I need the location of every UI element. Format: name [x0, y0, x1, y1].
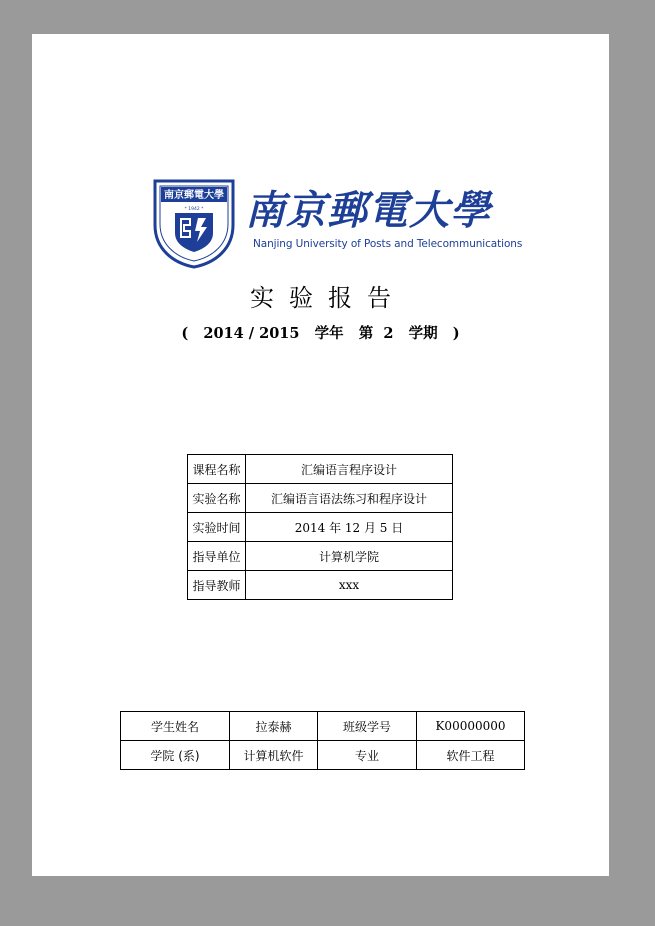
- experiment-name-label: 实验名称: [188, 484, 246, 513]
- university-seal-icon: [151, 177, 237, 269]
- svg-text:南京郵電大學: 南京郵電大學: [164, 190, 224, 201]
- class-id-label: 班级学号: [318, 712, 417, 741]
- university-logo: [151, 177, 523, 269]
- table-row: [121, 741, 525, 770]
- course-name-label: 课程名称: [188, 455, 246, 484]
- table-row: [188, 484, 453, 513]
- major-value: 软件工程: [417, 741, 525, 770]
- term-line: ( 2014 / 2015 学年 第 2 学期 ): [181, 325, 460, 342]
- major-label: 专业: [318, 741, 417, 770]
- experiment-name-value: 汇编语言语法练习和程序设计: [246, 484, 453, 513]
- table-row: [188, 571, 453, 600]
- class-id-value: K00000000: [417, 712, 525, 741]
- table-row: [188, 513, 453, 542]
- table-row: [121, 712, 525, 741]
- student-name-label: 学生姓名: [121, 712, 230, 741]
- university-name-en: Nanjing University of Posts and Telecommunications: [253, 238, 523, 250]
- document-page: [32, 34, 609, 876]
- course-info-table: [187, 454, 453, 600]
- experiment-time-label: 实验时间: [188, 513, 246, 542]
- table-row: [188, 455, 453, 484]
- instructor-value: xxx: [246, 571, 453, 600]
- report-title: 实验报告: [250, 284, 406, 312]
- student-info-table: [120, 711, 525, 770]
- supervising-unit-value: 计算机学院: [246, 542, 453, 571]
- university-name-cn: 南京郵電大學: [245, 187, 491, 234]
- school-value: 计算机软件: [230, 741, 318, 770]
- school-label: 学院 (系): [121, 741, 230, 770]
- table-row: [188, 542, 453, 571]
- course-name-value: 汇编语言程序设计: [246, 455, 453, 484]
- student-name-value: 拉泰赫: [230, 712, 318, 741]
- instructor-label: 指导教师: [188, 571, 246, 600]
- experiment-time-value: 2014 年 12 月 5 日: [246, 513, 453, 542]
- svg-text:* 1942 *: * 1942 *: [184, 207, 204, 212]
- supervising-unit-label: 指导单位: [188, 542, 246, 571]
